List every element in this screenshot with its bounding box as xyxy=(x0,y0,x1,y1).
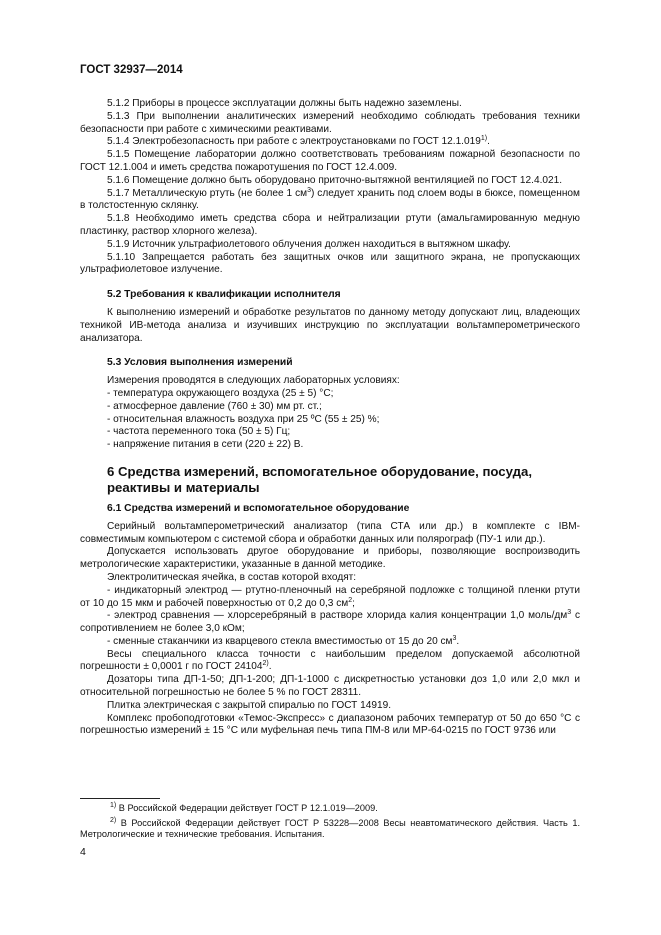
paragraph-text: . xyxy=(487,136,490,148)
section-heading-6-1: 6.1 Средства измерений и вспомогательное оборудование xyxy=(107,502,410,514)
footnote-mark: 1) xyxy=(110,802,117,809)
section-heading-5-2: 5.2 Требования к квалификации исполнителя xyxy=(107,289,341,301)
paragraph-other-equipment: Допускается использовать другое оборудование и приборы, позволяющие воспроизводить метрологические характеристики, указанные в данной методике. xyxy=(80,546,580,571)
paragraph-5-1-4 xyxy=(80,136,580,149)
paragraph-5-1-7 xyxy=(80,188,580,214)
cell-item-reference xyxy=(80,610,580,636)
superscript: 3 xyxy=(567,609,572,617)
paragraph-text: - электрод сравнения — хлорсеребряный в растворе хлорида калия концентрации 1,0 моль/дм xyxy=(107,610,568,622)
conditions-intro: Измерения проводятся в следующих лабораторных условиях: xyxy=(107,375,400,387)
paragraph-text: - сменные стаканчики из кварцевого стекла вместимостью от 15 до 20 см xyxy=(107,635,453,647)
cell-item-indicator xyxy=(80,585,580,611)
paragraph-text: . xyxy=(268,661,272,673)
document-header: ГОСТ 32937—2014 xyxy=(80,64,183,76)
paragraph-text: ; xyxy=(352,597,355,609)
condition-item: - атмосферное давление (760 ± 30) мм рт. ст.; xyxy=(107,400,322,412)
condition-item: - температура окружающего воздуха (25 ± 5) °С; xyxy=(107,387,334,399)
footnote-mark: 2) xyxy=(110,816,117,824)
section-heading-6: 6 Средства измерений, вспомогательное оборудование, посуда, реактивы и материалы xyxy=(107,463,532,496)
paragraph-sample-prep: Комплекс пробоподготовки «Темос-Экспресс» с диапазоном рабочих температур от 50 до 650 °С с погрешностью измерений ± 15 °С или муфельная печь типа ПМ-8 или МР-64-0215 по ГОСТ 9736 или xyxy=(80,712,580,737)
paragraph-text: - индикаторный электрод — ртутно-пленочный на серебряной подложке с толщиной пленки ртути от 10 до 15 мкм и рабочей поверхностью от 0,2 до 0,3 см xyxy=(80,584,580,609)
footnote-ref: 2) xyxy=(262,660,269,668)
condition-item: - напряжение питания в сети (220 ± 22) В. xyxy=(107,439,304,451)
paragraph-text: с сопротивлением не более 3,0 кОм; xyxy=(80,610,580,635)
footnote-1 xyxy=(80,803,580,815)
paragraph-text: 5.1.7 Металлическую ртуть (не более 1 см xyxy=(107,187,308,199)
paragraph-5-1-6: 5.1.6 Помещение должно быть оборудовано приточно-вытяжной вентиляцией по ГОСТ 12.4.021. xyxy=(107,174,563,186)
paragraph-text: ) следует хранить под слоем воды в бюксе, помещенном в толстостенную склянку. xyxy=(80,187,580,212)
footnote-2 xyxy=(80,818,580,841)
footnote-text: В Российской Федерации действует ГОСТ Р 53228—2008 Весы неавтоматического действия. Часть 1. Метрологические и технические требования. Испытания. xyxy=(80,817,580,840)
cell-item-cups xyxy=(80,636,580,649)
paragraph-cell: Электролитическая ячейка, в состав которой входят: xyxy=(107,571,357,583)
superscript: 3 xyxy=(307,186,311,194)
paragraph-5-1-9: 5.1.9 Источник ультрафиолетового облучения должен находиться в вытяжном шкафу. xyxy=(107,238,511,250)
paragraph-5-1-2: 5.1.2 Приборы в процессе эксплуатации должны быть надежно заземлены. xyxy=(107,98,462,109)
condition-item: - относительная влажность воздуха при 25 ºС (55 ± 25) %; xyxy=(107,413,380,425)
paragraph-5-1-3: 5.1.3 При выполнении аналитических измерений необходимо соблюдать требования техники безопасности при работе с химическими реактивами. xyxy=(80,110,580,135)
paragraph-5-1-5: 5.1.5 Помещение лаборатории должно соответствовать требованиям пожарной безопасности по ГОСТ 12.1.004 и иметь средства пожаротушения по ГОСТ 12.4.009. xyxy=(80,149,580,173)
page-number: 4 xyxy=(80,846,86,858)
paragraph-text: . xyxy=(456,635,460,647)
paragraph-dispensers: Дозаторы типа ДП-1-50; ДП-1-200; ДП-1-1000 с дискретностью установки доз 1,0 или 2,0 мкл и относительной погрешностью не более 5 % по ГОСТ 28311. xyxy=(80,674,580,699)
paragraph-5-2: К выполнению измерений и обработке результатов по данному методу допускают лиц, владеющих техникой ИВ-метода анализа и изучивших инструкцию по эксплуатации вольтамперометрического анализатора. xyxy=(80,306,580,344)
section-heading-5-3: 5.3 Условия выполнения измерений xyxy=(107,357,293,369)
footnote-text: В Российской Федерации действует ГОСТ Р 12.1.019—2009. xyxy=(116,803,378,813)
paragraph-5-1-10: 5.1.10 Запрещается работать без защитных очков или защитного экрана, не пропускающих ультрафиолетовое излучение. xyxy=(80,251,580,276)
footnotes xyxy=(80,803,580,844)
paragraph-5-1-8: 5.1.8 Необходимо иметь средства сбора и нейтрализации ртути (амальгамированную медную пластинку, раствор хлорного железа). xyxy=(80,213,580,237)
condition-item: - частота переменного тока (50 ± 5) Гц; xyxy=(107,426,291,438)
paragraph-text: Весы специального класса точности с наибольшим пределом допускаемой абсолютной погрешности ± 0,0001 г по ГОСТ 24104 xyxy=(80,648,580,673)
superscript: 3 xyxy=(452,634,457,642)
superscript: 2 xyxy=(348,596,353,604)
paragraph-scales xyxy=(80,649,580,675)
document-body xyxy=(80,98,580,738)
footnote-ref: 1) xyxy=(480,135,488,143)
footnote-divider xyxy=(80,798,160,799)
paragraph-text: 5.1.4 Электробезопасность при работе с электроустановками по ГОСТ 12.1.019 xyxy=(107,136,481,148)
paragraph-analyzer: Серийный вольтамперометрический анализатор (типа СТА или др.) в комплекте с IBM-совместимым компьютером с системой сбора и обработки данных или полярограф (ПУ-1 или др.). xyxy=(80,520,580,545)
paragraph-hotplate: Плитка электрическая с закрытой спиралью по ГОСТ 14919. xyxy=(107,699,392,711)
